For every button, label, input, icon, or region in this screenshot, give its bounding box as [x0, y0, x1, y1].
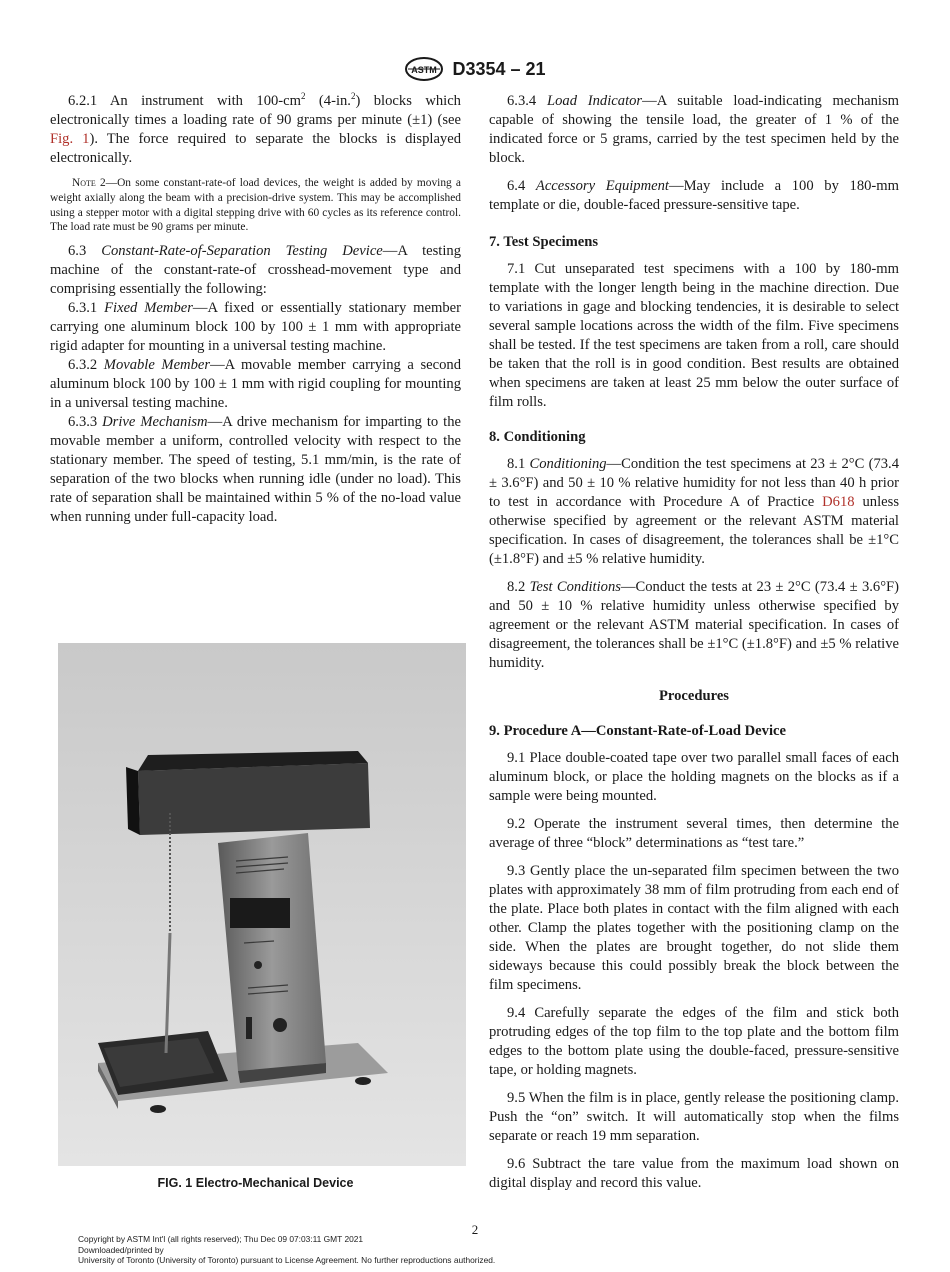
paragraph-9-3: 9.3 Gently place the un-separated film specimen between the two plates with approximately 38 mm of film protruding from each end of the plate. Place both plates in contact with the film aligned with each other. Clamp the plates together with the positioning clamp on the side. When the plates are brought together, do not slide them sideways because this could possibly break the block between the film specimens.	[489, 863, 899, 993]
paragraph-9-4: 9.4 Carefully separate the edges of the film and stick both protruding edges of the top film to the top plate and the bottom film edges to the bottom plate using the double-faced, pressure-sensitive tape, or holding magnets.	[489, 1005, 899, 1078]
page-number: 2	[471, 1222, 479, 1237]
paragraph-6-3-1: 6.3.1 Fixed Member—A fixed or essentially stationary member carrying one aluminum block 100 by 100 ± 1 mm with appropriate rigid adapter for mounting in a universal testing machine.	[50, 300, 461, 355]
paragraph-9-1: 9.1 Place double-coated tape over two parallel small faces of each aluminum block, or place the holding magnets on the blocks as if a sample were being mounted.	[489, 750, 899, 804]
paragraph-8-1: 8.1 Conditioning—Condition the test specimens at 23 ± 2°C (73.4 ± 3.6°F) and 50 ± 10 % relative humidity for not less than 40 h prior to test in accordance with Procedure A of Practice D618 unless otherwise specified by agreement or the relevant ASTM material specification. In cases of disagreement, the tolerances shall be ±1°C (±1.8°F) and ±5 % relative humidity.	[489, 456, 899, 567]
footer-line-3: University of Toronto (University of Toronto) pursuant to License Agreement. No further reproductions authorized.	[78, 1255, 496, 1266]
left-column	[50, 92, 461, 527]
page-header	[0, 56, 950, 82]
astm-logo-icon	[404, 56, 444, 82]
section-9-heading: 9. Procedure A—Constant-Rate-of-Load Device	[489, 723, 786, 739]
d618-link[interactable]: D618	[822, 494, 855, 510]
paragraph-6-3-4: 6.3.4 Load Indicator—A suitable load-indicating mechanism capable of showing the tensile load, the greater of 1 % of the indicated force or 5 grams, carried by the test specimen held by the block.	[489, 93, 899, 166]
procedures-heading: Procedures	[659, 688, 729, 704]
astm-logo-text: ASTM	[411, 65, 438, 75]
section-8-heading: 8. Conditioning	[489, 429, 586, 445]
note-2: Note 2—On some constant-rate-of load devices, the weight is added by moving a weight axially along the beam with a precision-drive system. This may be accomplished using a stepper motor with a digital stepping drive with 60 cycles as its reference control. The load rate must be 90 grams per minute.	[50, 177, 461, 234]
paragraph-9-2: 9.2 Operate the instrument several times, then determine the average of three “block” determinations as “test tare.”	[489, 816, 899, 851]
paragraph-9-6: 9.6 Subtract the tare value from the maximum load shown on digital display and record this value.	[489, 1156, 899, 1191]
paragraph-6-3: 6.3 Constant-Rate-of-Separation Testing Device—A testing machine of the constant-rate-of crosshead-movement type and comprising essentially the following:	[50, 243, 462, 298]
paragraph-6-2-1: 6.2.1 An instrument with $100-cm^2$ (4-in.$^2$) blocks which electronically times a loading rate of 90 grams per minute (±1) (see Fig. 1). The force required to separate the blocks is displayed electronically.	[50, 91, 462, 166]
right-column	[489, 92, 899, 1202]
paragraph-6-4: 6.4 Accessory Equipment—May include a 100 by 180-mm template or die, double-faced pressure-sensitive tape.	[489, 178, 899, 213]
paragraph-8-2: 8.2 Test Conditions—Conduct the tests at 23 ± 2°C (73.4 ± 3.6°F) and 50 ± 10 % relative humidity unless otherwise specified by agreement or the relevant ASTM material specification. In cases of disagreement, the tolerances shall be ±1°C (±1.8°F) and ±5 % relative humidity.	[489, 579, 900, 671]
footer-line-2: Downloaded/printed by	[78, 1244, 164, 1255]
section-7-heading: 7. Test Specimens	[489, 234, 599, 250]
figure-caption: FIG. 1 Electro-Mechanical Device	[157, 1176, 354, 1190]
figure-1-electro-mechanical-device-photo	[58, 643, 466, 1166]
paragraph-6-3-2: 6.3.2 Movable Member—A movable member carrying a second aluminum block 100 by 100 ± 1 mm with rigid coupling for mounting in a universal testing machine.	[50, 357, 461, 412]
document-designation: D3354 – 21	[452, 58, 546, 79]
copyright-footer	[78, 1234, 495, 1266]
paragraph-6-3-3: 6.3.3 Drive Mechanism—A drive mechanism for imparting to the movable member a uniform, controlled velocity with respect to the stationary member. The speed of testing, 5.1 mm/min, is the rate of separation of the two blocks when running idle (under no load). This rate of separation shall be maintained within 5 % of the no-load value when running under full-capacity load.	[50, 414, 461, 526]
fig-1-link[interactable]: Fig. 1	[50, 131, 90, 147]
footer-line-1: Copyright by ASTM Int'l (all rights reserved); Thu Dec 09 07:03:11 GMT 2021	[78, 1234, 364, 1244]
paragraph-9-5: 9.5 When the film is in place, gently release the positioning clamp. Push the “on” switch. It will automatically stop when the films separate or reach 19 mm separation.	[489, 1090, 899, 1144]
paragraph-7-1: 7.1 Cut unseparated test specimens with a 100 by 180-mm template with the longer length being in the machine direction. Due to variations in gage and blocking tendencies, it is desirable to select several sample locations across the width of the film. Five specimens shall be tested. If the test specimens are taken from a roll, care should be taken that the roll is in good condition. Best results are obtained when specimens are taken at least 25 mm below the outer surface of film rolls.	[489, 261, 899, 410]
